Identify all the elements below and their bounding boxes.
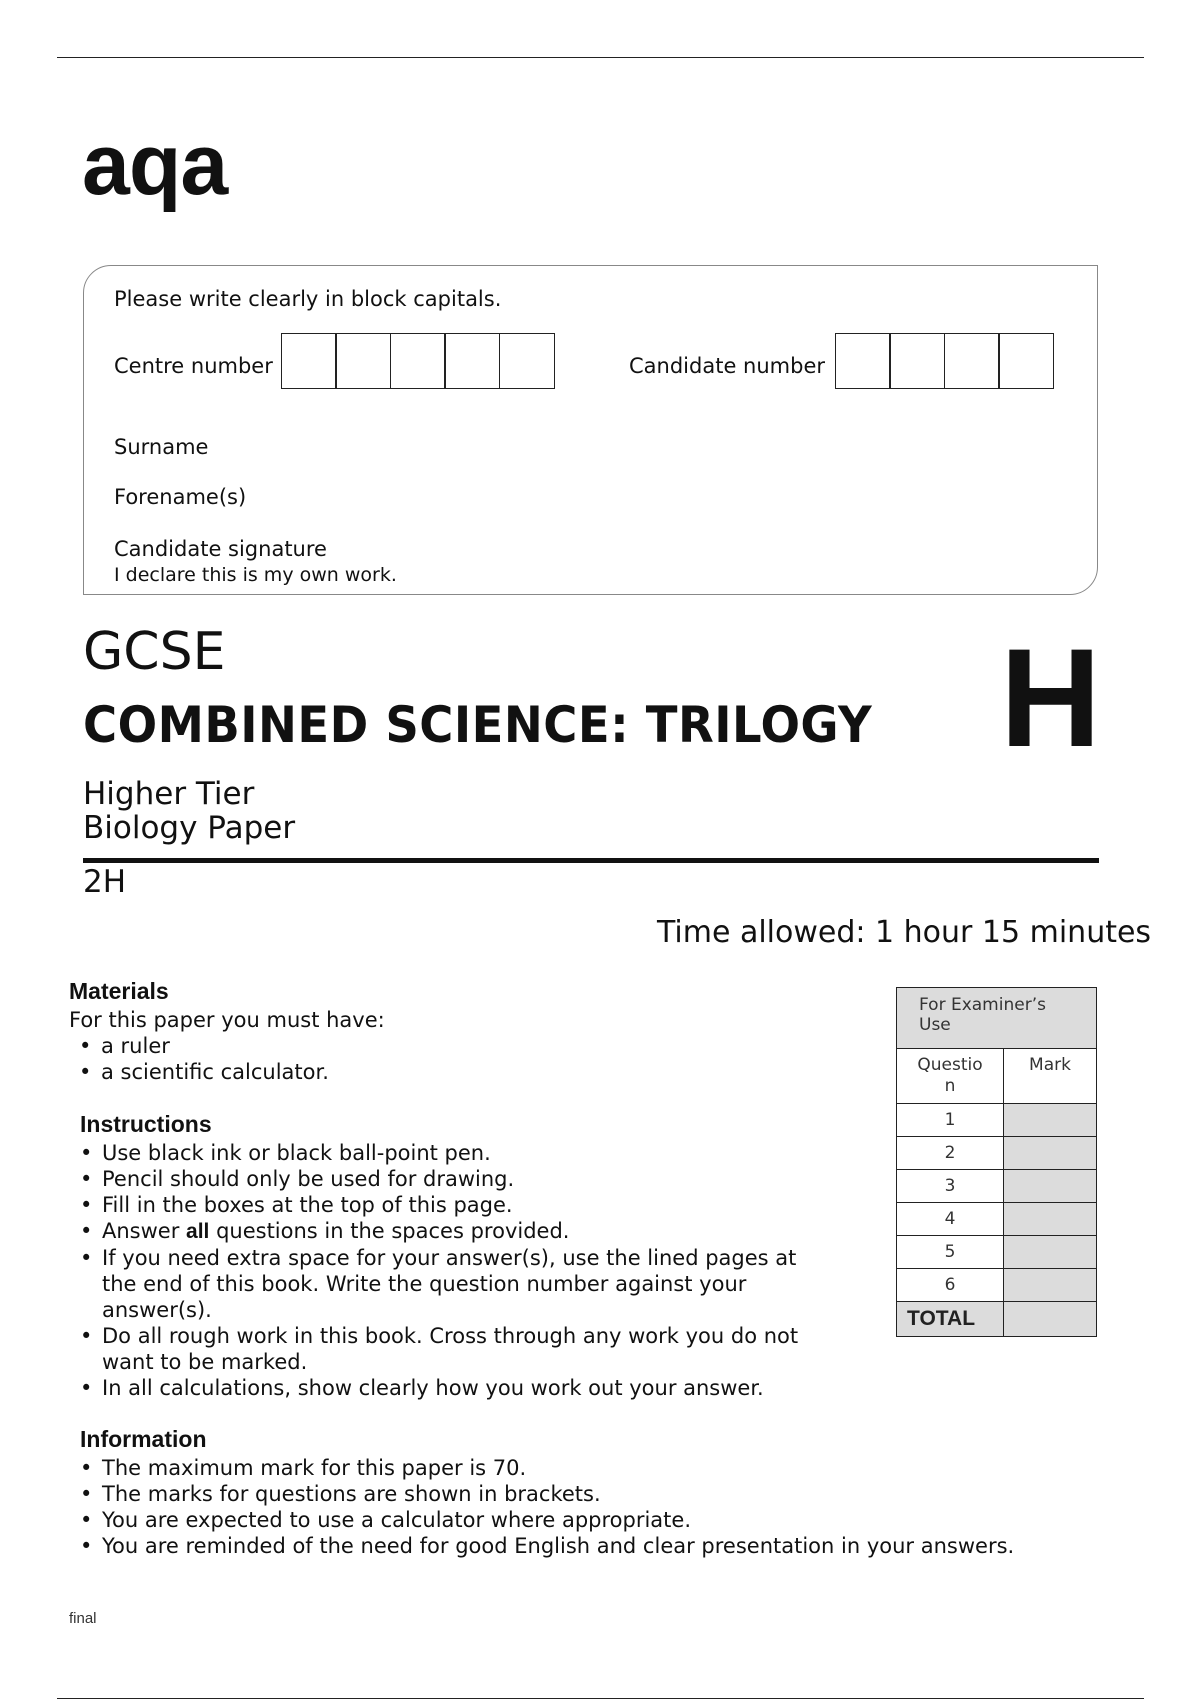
question-number: 3: [897, 1170, 1004, 1203]
list-item: • Use black ink or black ball-point pen.: [80, 1141, 491, 1166]
title-divider: [83, 858, 1099, 863]
centre-number-label: Centre number: [114, 354, 273, 378]
candidate-number-label: Candidate number: [629, 354, 825, 378]
surname-label: Surname: [114, 435, 209, 459]
list-item: • The marks for questions are shown in brackets.: [80, 1482, 601, 1507]
instructions-heading: Instructions: [80, 1111, 212, 1137]
question-number: 5: [897, 1236, 1004, 1269]
candidate-number-digit-box[interactable]: [835, 333, 891, 389]
table-row: [897, 1269, 1097, 1302]
list-item: • Do all rough work in this book. Cross through any work you do not want to be marked.: [80, 1324, 799, 1375]
paper-name: Biology Paper: [83, 810, 296, 847]
bottom-rule: [57, 1698, 1144, 1699]
total-mark-cell: [1004, 1302, 1097, 1337]
list-item: • a scientific calculator.: [79, 1060, 329, 1085]
list-item: • Fill in the boxes at the top of this page.: [80, 1193, 513, 1218]
question-number: 2: [897, 1137, 1004, 1170]
materials-intro: For this paper you must have:: [69, 1008, 385, 1033]
table-row: [897, 1104, 1097, 1137]
paper-code: 2H: [83, 864, 127, 900]
centre-number-digit-box[interactable]: [390, 333, 446, 389]
mark-cell: [1004, 1170, 1097, 1203]
question-column-header: Questio n: [897, 1049, 1004, 1104]
instructions-section: [80, 1112, 880, 1401]
question-number: 6: [897, 1269, 1004, 1302]
table-row: [897, 1137, 1097, 1170]
footer-note: final: [69, 1610, 97, 1627]
information-section: [80, 1427, 1130, 1559]
centre-number-field[interactable]: [281, 333, 555, 389]
aqa-logo: aqa: [82, 117, 228, 213]
list-item: • Pencil should only be used for drawing.: [80, 1167, 515, 1192]
list-item: • If you need extra space for your answer(s), use the lined pages at the end of this book. Write the question number against your answer(s).: [80, 1246, 797, 1323]
table-row: [897, 1203, 1097, 1236]
tier-name: Higher Tier: [83, 776, 255, 812]
candidate-number-field[interactable]: [835, 333, 1054, 389]
materials-heading: Materials: [69, 978, 169, 1004]
total-label: TOTAL: [897, 1302, 1004, 1337]
subject-title: COMBINED SCIENCE: TRILOGY: [83, 696, 873, 754]
list-item: • In all calculations, show clearly how you work out your answer.: [80, 1376, 764, 1401]
question-number: 4: [897, 1203, 1004, 1236]
list-item: • a ruler: [79, 1034, 170, 1059]
centre-number-digit-box[interactable]: [499, 333, 555, 389]
materials-section: [69, 979, 869, 1085]
table-row: [897, 1236, 1097, 1269]
mark-cell: [1004, 1137, 1097, 1170]
signature-label: Candidate signature: [114, 537, 327, 561]
top-rule: [57, 57, 1144, 58]
question-number: 1: [897, 1104, 1004, 1137]
list-item: • Answer all questions in the spaces provided.: [80, 1219, 570, 1244]
mark-cell: [1004, 1203, 1097, 1236]
declaration-text: I declare this is my own work.: [114, 564, 397, 586]
block-capitals-instruction: Please write clearly in block capitals.: [114, 287, 502, 311]
qualification-title: GCSE: [83, 622, 226, 682]
centre-number-digit-box[interactable]: [281, 333, 337, 389]
candidate-number-digit-box[interactable]: [998, 333, 1054, 389]
list-item: • You are expected to use a calculator where appropriate.: [80, 1508, 692, 1533]
centre-number-digit-box[interactable]: [444, 333, 500, 389]
mark-cell: [1004, 1269, 1097, 1302]
forenames-label: Forename(s): [114, 485, 247, 509]
centre-number-digit-box[interactable]: [335, 333, 391, 389]
candidate-number-digit-box[interactable]: [889, 333, 945, 389]
information-heading: Information: [80, 1426, 207, 1452]
mark-column-header: Mark: [1004, 1049, 1097, 1104]
table-row: [897, 1170, 1097, 1203]
mark-cell: [1004, 1236, 1097, 1269]
mark-cell: [1004, 1104, 1097, 1137]
examiner-table-title: For Examiner’s Use: [897, 988, 1097, 1049]
total-row: [897, 1302, 1097, 1337]
list-item: • The maximum mark for this paper is 70.: [80, 1456, 527, 1481]
list-item: • You are reminded of the need for good English and clear presentation in your answers.: [80, 1534, 1015, 1559]
candidate-number-digit-box[interactable]: [944, 333, 1000, 389]
time-allowed: Time allowed: 1 hour 15 minutes: [657, 915, 1152, 950]
examiner-use-table: [896, 987, 1097, 1337]
tier-letter: H: [1000, 619, 1102, 776]
tier-and-paper: [83, 777, 295, 845]
